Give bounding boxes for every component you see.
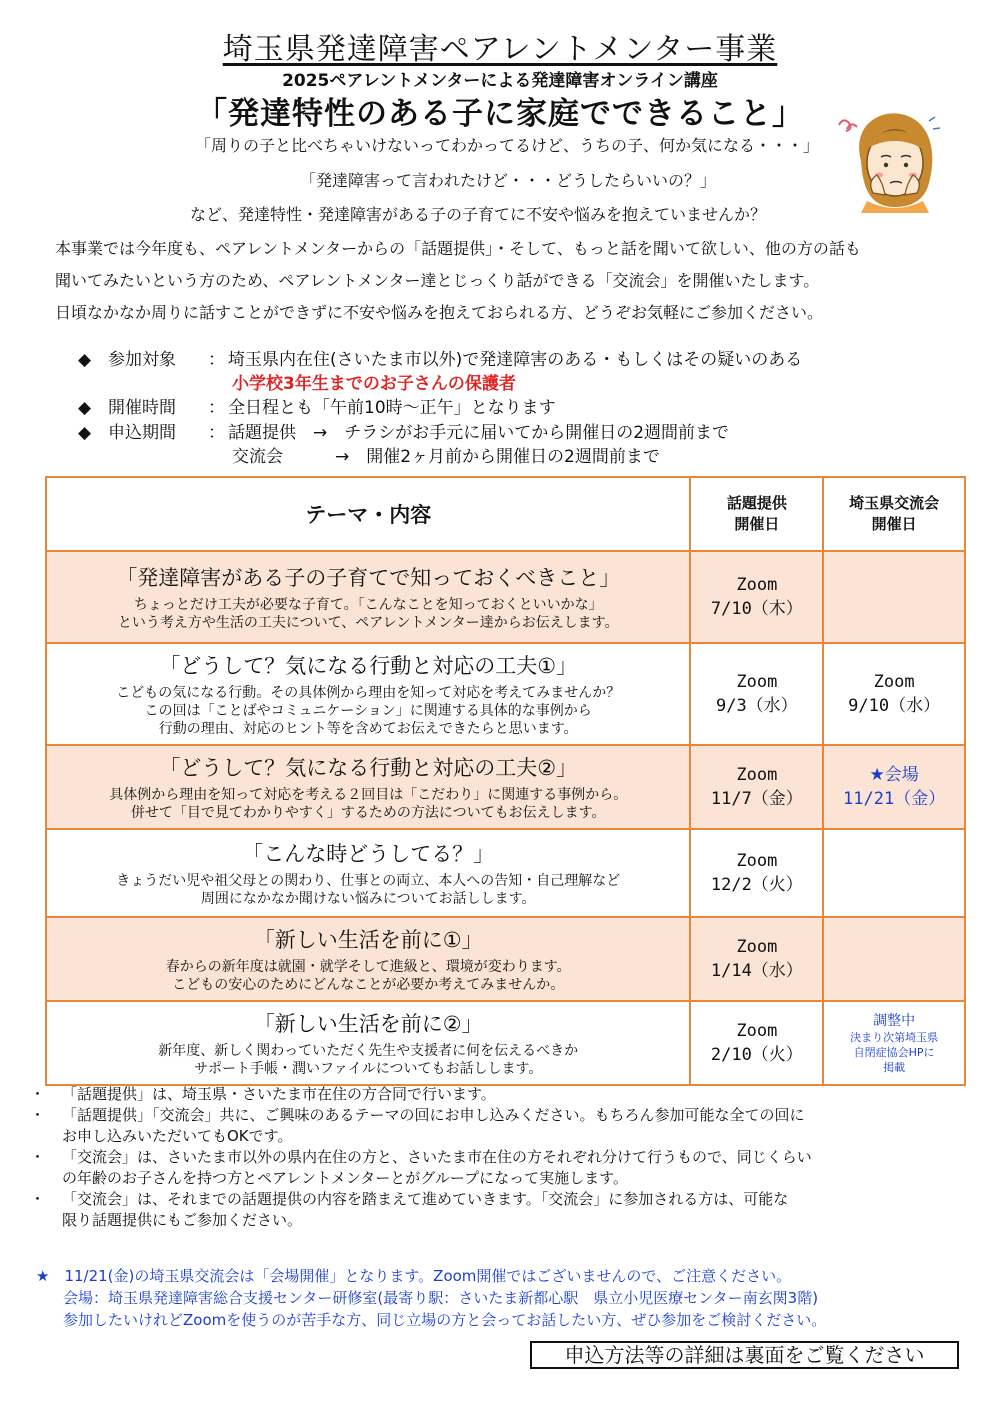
theme-cell (46, 551, 690, 643)
header-exchange-date: 埼玉県交流会 開催日 (823, 477, 965, 551)
intro-line-3: 日頃なかなか周りに話すことができずに不安や悩みを抱えておられる方、どうぞお気軽にご参加ください。 (55, 303, 824, 322)
time-value: 全日程とも「午前10時～正午」となります (228, 398, 556, 418)
theme-title: 「どうして？気になる行動と対応の工夫①」 (159, 654, 578, 678)
exchange-venue: ★会場 (869, 765, 919, 785)
topic-date-cell (690, 745, 823, 829)
bullet-icon: ・ (30, 1190, 46, 1208)
apply-label: 申込期間 (108, 423, 176, 443)
table-row (46, 745, 965, 829)
separator: ： (208, 350, 225, 370)
venue-notice-line: 会場：埼玉県発達障害総合支援センター研修室(最寄り駅：さいたま新都心駅 県立小児医療センター南玄関3階) (63, 1289, 819, 1307)
theme-desc: きょうだい児や祖父母との関わり、仕事との両立、本人への告知・自己理解など (116, 873, 621, 889)
target-highlight: 小学校3年生までのお子さんの保護者 (232, 374, 516, 394)
venue-notice-line: ★ 11/21(金)の埼玉県交流会は「会場開催」となります。Zoom開催ではございませんので、ご注意ください。 (36, 1267, 792, 1285)
theme-title: 「こんな時どうしてる？」 (242, 842, 495, 866)
topic-mode: Zoom (736, 765, 778, 785)
table-row (46, 917, 965, 1001)
apply-exchange-value: → 開催2ヶ月前から開催日の2週間前まで (335, 447, 660, 467)
venue-notice (36, 1265, 976, 1331)
topic-date: 7/10（木） (710, 599, 803, 619)
info-apply-row (78, 418, 729, 443)
theme-title: 「発達障害がある子の子育てで知っておくべきこと」 (116, 566, 621, 590)
target-value: 埼玉県内在住(さいたま市以外)で発達障害のある・もしくはその疑いのある (228, 350, 803, 370)
exchange-date-cell (823, 829, 965, 917)
header-topic-date: 話題提供 開催日 (690, 477, 823, 551)
exchange-date: 9/10（水） (848, 696, 941, 716)
bullet-icon: ・ (30, 1148, 46, 1166)
table-row (46, 643, 965, 745)
bullet-icon: ・ (30, 1085, 46, 1103)
intro-line-2: 聞いてみたいという方のため、ペアレントメンター達とじっくり話ができる「交流会」を開催いたします。 (55, 271, 820, 290)
quote-3: など、発達特性・発達障害がある子の子育てに不安や悩みを抱えていませんか？ (190, 205, 767, 224)
theme-desc: という考え方や生活の工夫について、ペアレントメンター達からお伝えします。 (117, 615, 619, 631)
theme-desc: ちょっとだけ工夫が必要な子育て。「こんなことを知っておくといいかな」 (133, 597, 603, 613)
exchange-date-cell (823, 917, 965, 1001)
topic-mode: Zoom (736, 575, 778, 595)
page-title: 埼玉県発達障害ペアレントメンター事業 (222, 32, 778, 67)
theme-desc: この回は「ことばやコミュニケーション」に関連する具体的な事例から (144, 703, 592, 719)
topic-date: 2/10（火） (710, 1045, 803, 1065)
note-item: ・ 「交流会」は、さいたま市以外の県内在住の方と、さいたま市在住の方それぞれ分けて行うもので、同じくらい の年齢のお子さんを持つ方とペアレントメンターとがグループになって実施します。 (30, 1148, 812, 1187)
see-back-notice: 申込方法等の詳細は裏面をご覧ください (530, 1341, 959, 1369)
separator: ： (208, 398, 225, 418)
theme-desc: 併せて「目で見てわかりやすく」するための方法についてもお伝えします。 (130, 805, 606, 821)
worried-parent-illustration (833, 103, 953, 213)
theme-cell (46, 1001, 690, 1085)
theme-cell (46, 745, 690, 829)
separator: ： (208, 423, 225, 443)
topic-mode: Zoom (736, 1021, 778, 1041)
theme-desc: 周囲になかなか聞けない悩みについてお話しします。 (200, 891, 536, 907)
topic-date-cell (690, 551, 823, 643)
schedule-table (45, 476, 966, 1086)
header-theme: テーマ・内容 (46, 477, 690, 551)
diamond-bullet-icon: ◆ (78, 423, 92, 443)
topic-date-cell (690, 643, 823, 745)
table-row (46, 1001, 965, 1085)
exchange-date-cell (823, 1001, 965, 1085)
theme-cell (46, 829, 690, 917)
exchange-date-cell (823, 745, 965, 829)
exchange-tbd-status: 調整中 (873, 1012, 916, 1029)
table-header-row (46, 477, 965, 551)
topic-date-cell (690, 1001, 823, 1085)
theme-cell (46, 643, 690, 745)
exchange-tbd-note: 決まり次第埼玉県 (850, 1030, 939, 1044)
topic-date: 12/2（火） (710, 875, 803, 895)
theme-cell (46, 917, 690, 1001)
topic-date-cell (690, 829, 823, 917)
note-item: ・ 「話題提供」「交流会」共に、ご興味のあるテーマの回にお申し込みください。もちろん参加可能な全ての回に お申し込みいただいてもOKです。 (30, 1106, 805, 1145)
table-row (46, 829, 965, 917)
quote-1: 「周りの子と比べちゃいけないってわかってるけど、うちの子、何か気になる・・・」 (195, 136, 820, 155)
topic-mode: Zoom (736, 672, 778, 692)
topic-date: 9/3（水） (715, 696, 798, 716)
exchange-date-cell (823, 551, 965, 643)
info-apply-exchange-row (232, 442, 660, 467)
theme-desc: 春からの新年度は就園・就学そして進級と、環境が変わります。 (165, 959, 571, 975)
note-item: ・ 「交流会」は、それまでの話題提供の内容を踏まえて進めていきます。「交流会」に参加される方は、可能な 限り話題提供にもご参加ください。 (30, 1190, 789, 1229)
main-title: 「発達特性のある子に家庭でできること」 (196, 96, 804, 132)
info-target-row (78, 345, 802, 370)
exchange-tbd-note: 自閉症協会HPに (853, 1045, 935, 1059)
theme-desc: 具体例から理由を知って対応を考える２回目は「こだわり」に関連する事例から。 (109, 787, 628, 803)
intro-line-1: 本事業では今年度も、ペアレントメンターからの「話題提供」・そして、もっと話を聞いて欲しい、他の方の話も (55, 239, 861, 258)
venue-notice-line: 参加したいけれどZoomを使うのが苦手な方、同じ立場の方と会ってお話したい方、ぜひ参加をご検討ください。 (63, 1311, 827, 1329)
topic-date: 1/14（水） (710, 961, 803, 981)
topic-mode: Zoom (736, 937, 778, 957)
exchange-mode: Zoom (873, 672, 915, 692)
topic-date: 11/7（金） (710, 789, 803, 809)
topic-mode: Zoom (736, 851, 778, 871)
theme-title: 「どうして？気になる行動と対応の工夫②」 (159, 756, 578, 780)
table-row (46, 551, 965, 643)
info-time-row (78, 393, 556, 418)
page-subtitle: 2025ペアレントメンターによる発達障害オンライン講座 (282, 71, 718, 91)
diamond-bullet-icon: ◆ (78, 398, 92, 418)
theme-desc: こどもの安心のためにどんなことが必要か考えてみませんか。 (172, 977, 565, 993)
theme-desc: 行動の理由、対応のヒント等を含めてお伝えできたらと思います。 (158, 721, 578, 737)
theme-desc: サポート手帳・潤いファイルについてもお話しします。 (194, 1061, 543, 1077)
quote-2: 「発達障害って言われたけど・・・どうしたらいいの？」 (300, 171, 717, 190)
exchange-date: 11/21（金） (843, 789, 946, 809)
time-label: 開催時間 (108, 398, 176, 418)
note-item: ・ 「話題提供」は、埼玉県・さいたま市在住の方合同で行います。 (30, 1085, 496, 1103)
topic-date-cell (690, 917, 823, 1001)
theme-title: 「新しい生活を前に①」 (253, 928, 483, 952)
theme-title: 「新しい生活を前に②」 (253, 1012, 483, 1036)
notes-list (28, 1084, 978, 1231)
target-label: 参加対象 (108, 350, 176, 370)
diamond-bullet-icon: ◆ (78, 350, 92, 370)
theme-desc: 新年度、新しく関わっていただく先生や支援者に何を伝えるべきか (158, 1043, 579, 1059)
exchange-tbd-note: 掲載 (883, 1060, 906, 1074)
apply-topic: 話題提供 → チラシがお手元に届いてから開催日の2週間前まで (228, 423, 730, 443)
apply-exchange-label: 交流会 (232, 447, 283, 467)
exchange-date-cell (823, 643, 965, 745)
theme-desc: こどもの気になる行動。その具体例から理由を知って対応を考えてみませんか？ (116, 685, 621, 701)
bullet-icon: ・ (30, 1106, 46, 1124)
